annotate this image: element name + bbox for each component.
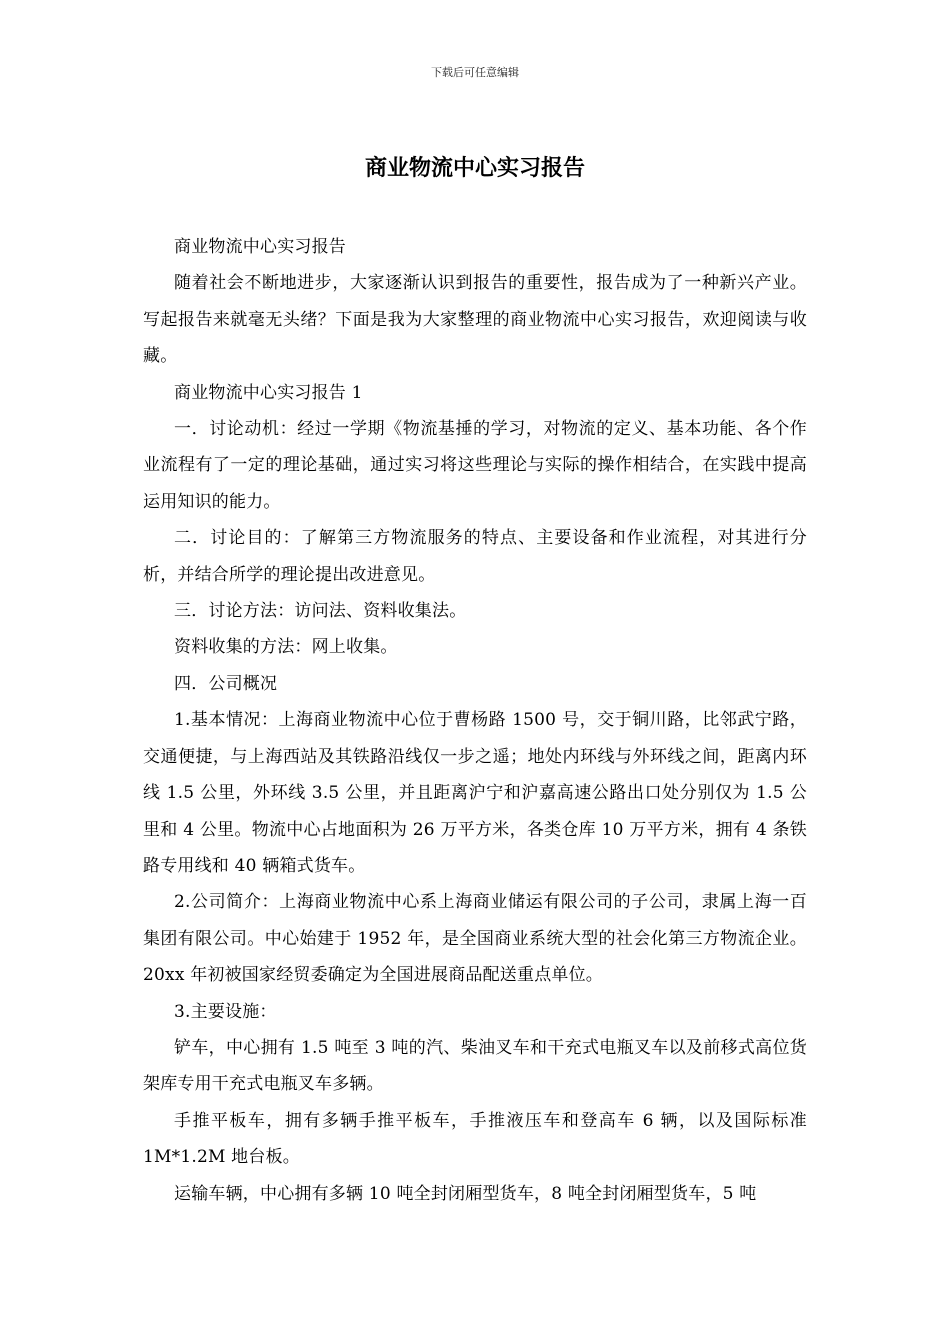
paragraph: 2.公司简介：上海商业物流中心系上海商业储运有限公司的子公司，隶属上海一百集团有限公司。中心始建于 1952 年，是全国商业系统大型的社会化第三方物流企业。20xx 年初被国家经贸委确定为全国进展商品配送重点单位。 (143, 892, 807, 986)
paragraph: 1.基本情况：上海商业物流中心位于曹杨路 1500 号，交于铜川路，比邻武宁路，交通便捷，与上海西站及其铁路沿线仅一步之遥；地处内环线与外环线之间，距离内环线 1.5 公里，外环线 3.5 公里，并且距离沪宁和沪嘉高速公路出口处分别仅为 1.5 公里和 4 公里。物流中心占地面积为 26 万平方米，各类仓库 10 万平方米，拥有 4 条铁路专用线和 40 辆箱式货车。 (143, 710, 807, 876)
paragraph: 商业物流中心实习报告 1 (174, 382, 363, 403)
header-note: 下载后可任意编辑 (431, 66, 519, 79)
paragraph: 商业物流中心实习报告 (174, 237, 346, 257)
paragraph: 三．讨论方法：访问法、资料收集法。 (174, 601, 467, 622)
paragraph: 一．讨论动机：经过一学期《物流基捶的学习，对物流的定义、基本功能、各个作业流程有了一定的理论基础，通过实习将这些理论与实际的操作相结合，在实践中提高运用知识的能力。 (143, 419, 807, 512)
paragraph: 运输车辆，中心拥有多辆 10 吨全封闭厢型货车，8 吨全封闭厢型货车，5 吨 (174, 1183, 757, 1204)
paragraph: 四．公司概况 (174, 673, 278, 694)
paragraph: 3.主要设施： (174, 1001, 277, 1022)
paragraph: 二．讨论目的：了解第三方物流服务的特点、主要设备和作业流程，对其进行分析，并结合所学的理论提出改进意见。 (143, 528, 807, 585)
document-title: 商业物流中心实习报告 (364, 155, 585, 181)
paragraph: 手推平板车，拥有多辆手推平板车，手推液压车和登高车 6 辆，以及国际标准 1M*1.2M 地台板。 (143, 1110, 807, 1168)
paragraph: 铲车，中心拥有 1.5 吨至 3 吨的汽、柴油叉车和干充式电瓶叉车以及前移式高位货架库专用干充式电瓶叉车多辆。 (143, 1037, 807, 1095)
paragraph: 资料收集的方法：网上收集。 (174, 637, 398, 658)
paragraph: 随着社会不断地进步，大家逐渐认识到报告的重要性，报告成为了一种新兴产业。写起报告来就毫无头绪？下面是我为大家整理的商业物流中心实习报告，欢迎阅读与收藏。 (143, 273, 807, 367)
document-body (143, 229, 807, 1212)
